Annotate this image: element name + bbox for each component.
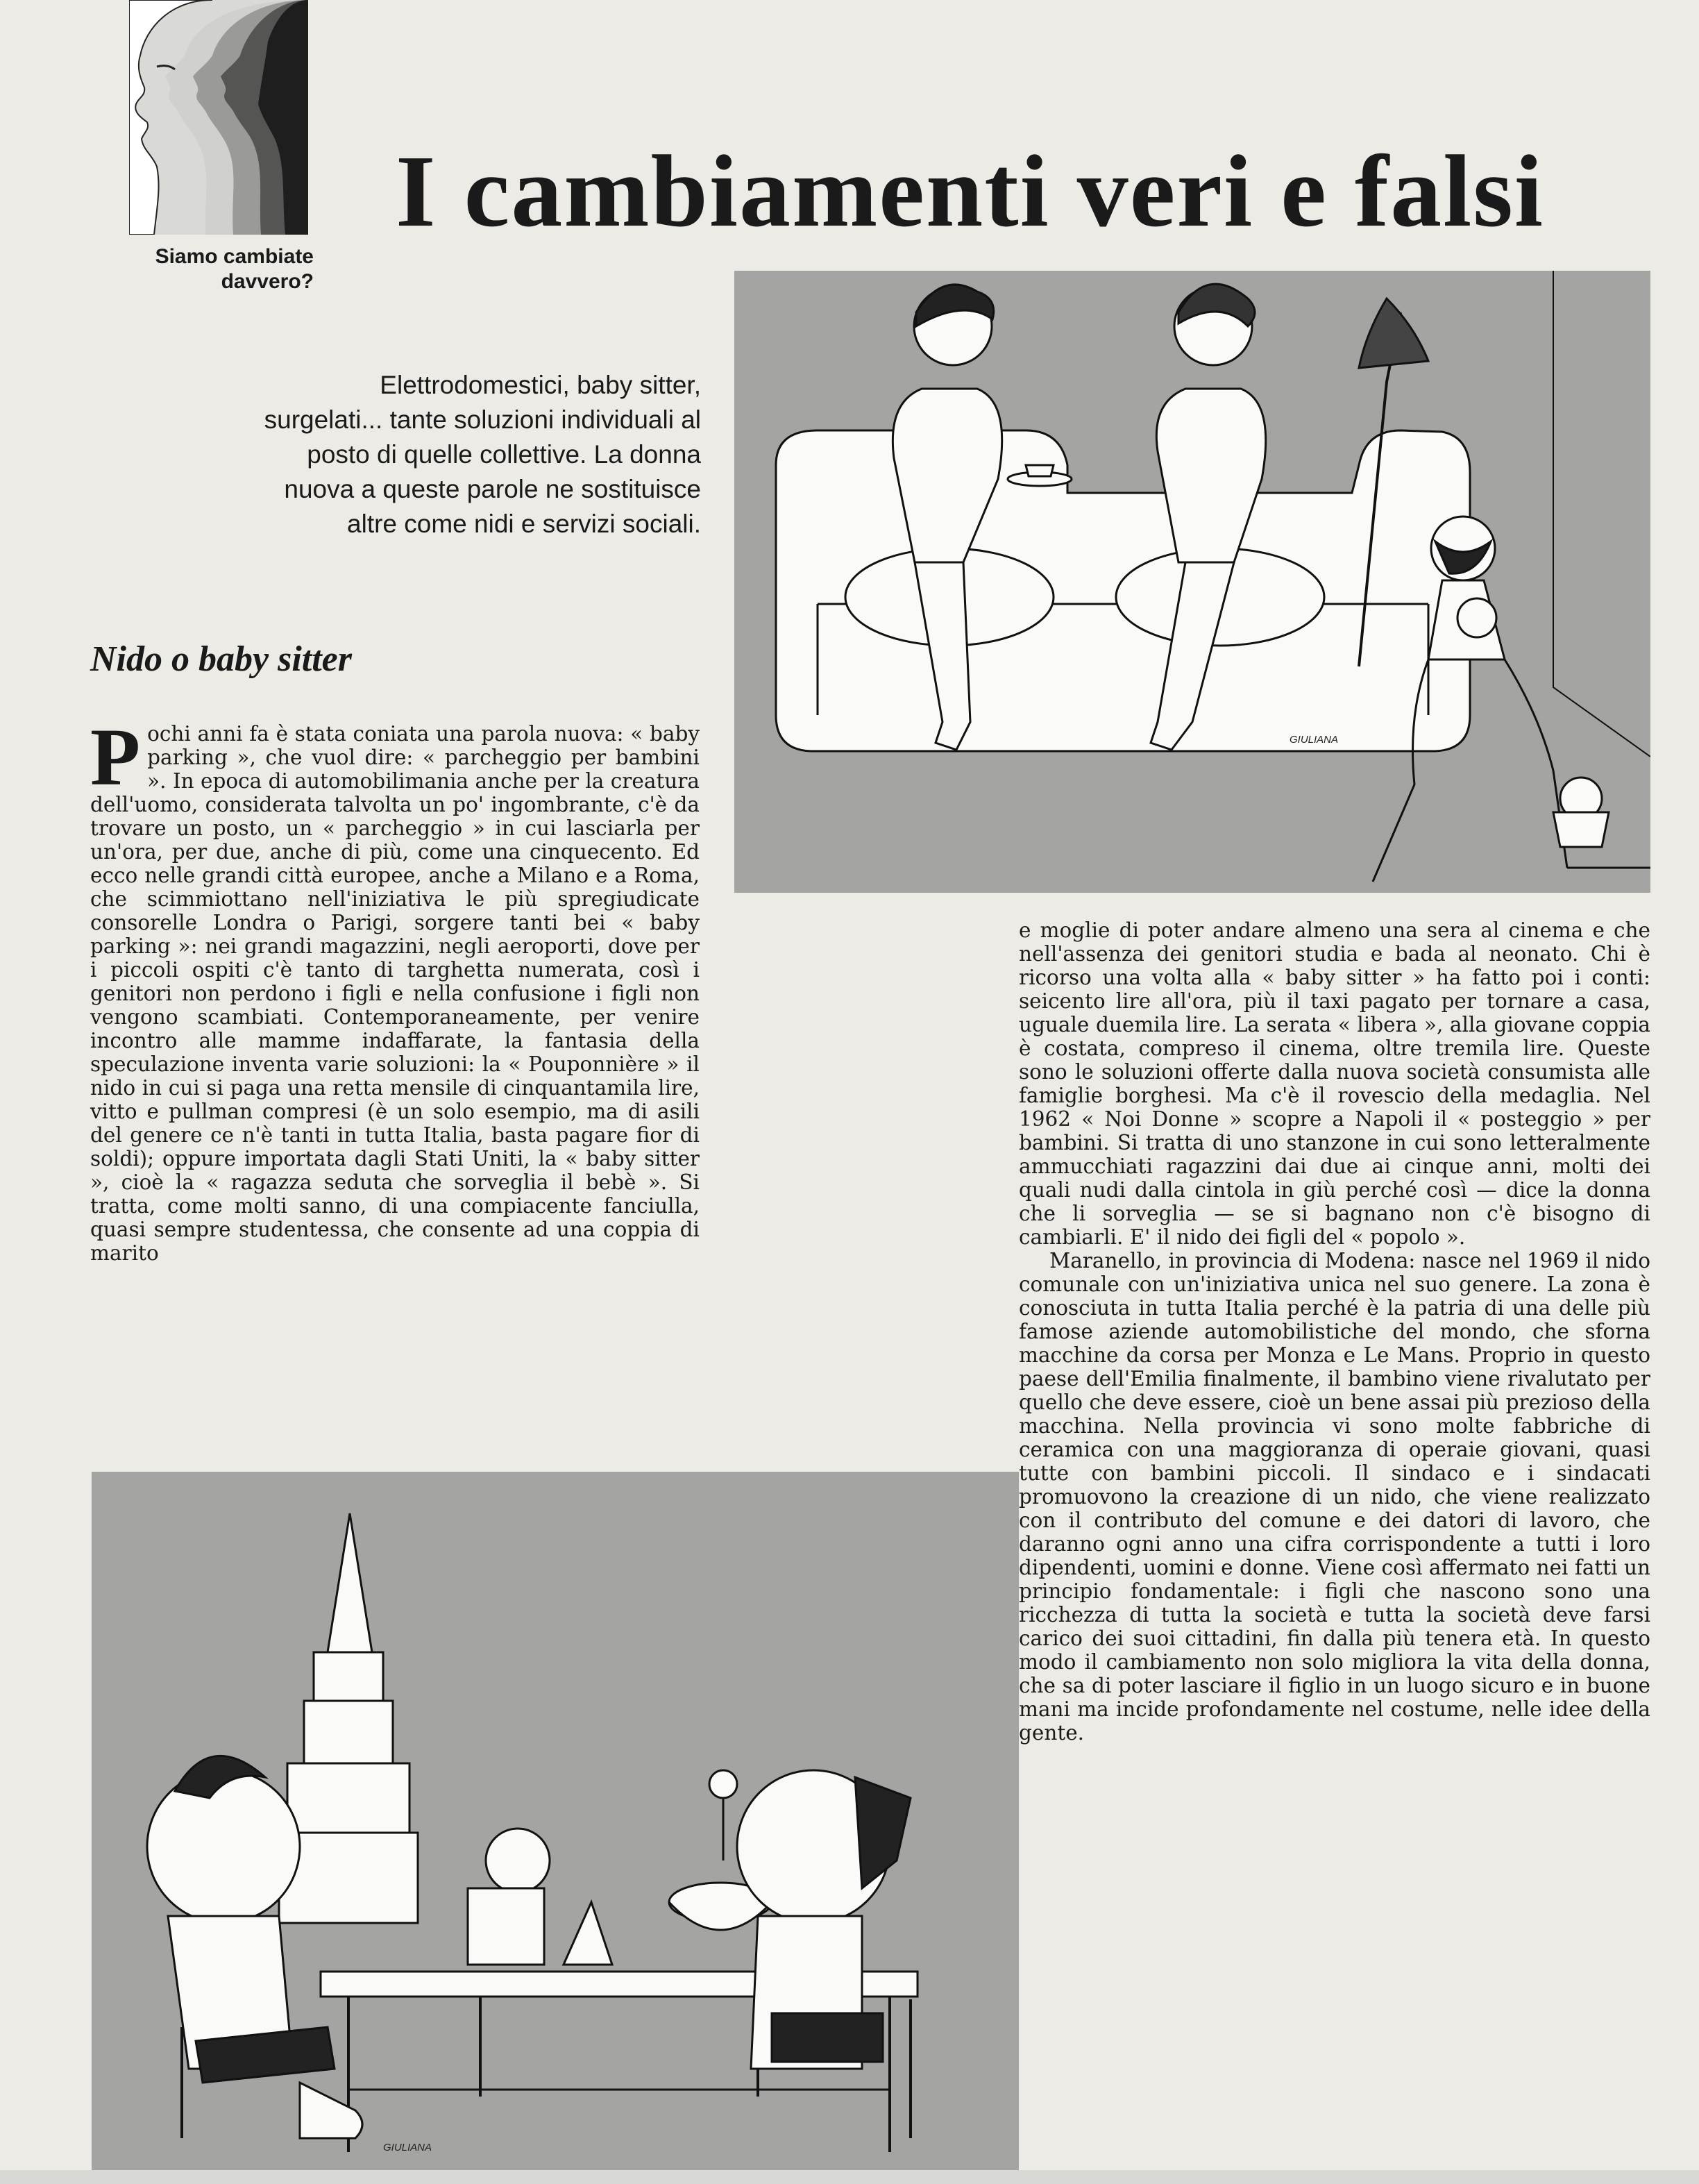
article-column-right [1019,918,1650,1745]
bottom-illustration-panel-left [92,1472,1019,2170]
top-illustration-panel [734,271,1650,893]
article-paragraph: Maranello, in provincia di Modena: nasce nel 1969 il nido comunale con un'iniziativa unica nel suo genere. La zona è conosciuta in tutta Italia perché è la patria di una delle più famose aziende automobilistiche del mondo, che sforna macchine da corsa per Monza e Le Mans. Proprio in questo paese dell'Emilia finalmente, il bambino viene rivalutato per quello che deve essere, cioè un bene assai più prezioso della macchina. Nella provincia vi sono molte fabbriche di ceramica con una maggioranza di operaie giovani, quasi tutte con bambini piccoli. Il sindaco e i sindacati promuovono la creazione di un nido, che viene realizzato con il contributo del comune e dei datori di lavoro, che daranno ogni anno una cifra corrispondente a tutti i loro dipendenti, uomini e donne. Viene così affermato nei fatti un principio fondamentale: i figli che nascono sono una ricchezza di tutta la società e tutta la società deve farsi carico dei suoi cittadini, fin dalla più tenera età. In questo modo il cambiamento non solo migliora la vita della donna, che sa di poter lasciare il figlio in un luogo sicuro e in buone mani ma incide profondamente nel costume, nelle idee della gente. [1019,1249,1650,1745]
drop-cap: P [90,712,141,803]
cartoon-children-at-table [92,1472,1019,2170]
article-column-left [90,712,700,1265]
article-paragraph: e moglie di poter andare almeno una sera al cinema e che nell'assenza dei genitori studia e bada al neonato. Chi è ricorso una volta alla « baby sitter » ha fatto poi i conti: seicento lire all'ora, più il taxi pagato per tornare a casa, uguale duemila lire. La serata « libera », alla giovane coppia è costata, compreso il cinema, oltre tremila lire. Queste sono le soluzioni offerte dalla nuova società consumista alle famiglie borghesi. Ma c'è il rovescio della medaglia. Nel 1962 « Noi Donne » scopre a Napoli il « posteggio » per bambini. Si tratta di uno stanzone in cui sono letteralmente ammucchiati ragazzini dai due ai cinque anni, molti dei quali nudi dalla cintola in giù perché così — dice la donna che li sorveglia — se si bagnano non c'è bisogno di cambiarli. E' il nido dei figli del « popolo ». [1019,918,1650,1249]
article-column-left-text: ochi anni fa è stata coniata una parola nuova: « baby parking », che vuol dire: « parcheggio per bambini ». In epoca di automobilimania anche per la creatura dell'uomo, considerata talvolta un po' ingombrante, c'è da trovare un posto, un « parcheggio » in cui lasciarla per un'ora, per due, anche di più, come una cinquecento. Ed ecco nelle grandi città europee, anche a Milano e a Roma, che scimmiottano nell'iniziativa le più spregiudicate consorelle Londra o Parigi, sorgere tanti bei « baby parking »: nei grandi magazzini, negli aeroporti, dove per i piccoli ospiti c'è tanto di targhetta numerata, così i genitori non perdono i figli e nella confusione i figli non vengono scambiati. Contemporaneamente, per venire incontro alle mamme indaffarate, la fantasia della speculazione inventa varie soluzioni: la « Pouponnière » il nido in cui si paga una retta mensile di cinquantamila lire, vitto e pullman compresi (è un solo esempio, ma di asili del genere ce n'è tanti in tutta Italia, basta pagare fior di soldi); oppure importata dagli Stati Uniti, la « baby sitter », cioè la « ragazza seduta che sorveglia il bebè ». Si tratta, come molti sanno, di una compiacente fanciulla, quasi sempre studentessa, che consente ad una coppia di marito [90,722,700,1265]
bottom-illustration-signature: GIULIANA [383,2142,432,2153]
page-bottom-edge [0,2170,1699,2184]
cartoon-women-on-sofa [734,271,1650,893]
kicker-question: Siamo cambiate davvero? [155,245,314,293]
lead-paragraph: Elettrodomestici, baby sitter, surgelati... tante soluzioni individuali al posto di quelle collettive. La donna nuova a queste parole ne sostituisce altre come nidi e servizi sociali. [264,371,701,538]
section-heading: Nido o baby sitter [90,639,352,679]
page-title: I cambiamenti veri e falsi [396,135,1544,249]
top-illustration-signature: GIULIANA [1290,734,1339,746]
portrait-illustration [129,0,308,235]
